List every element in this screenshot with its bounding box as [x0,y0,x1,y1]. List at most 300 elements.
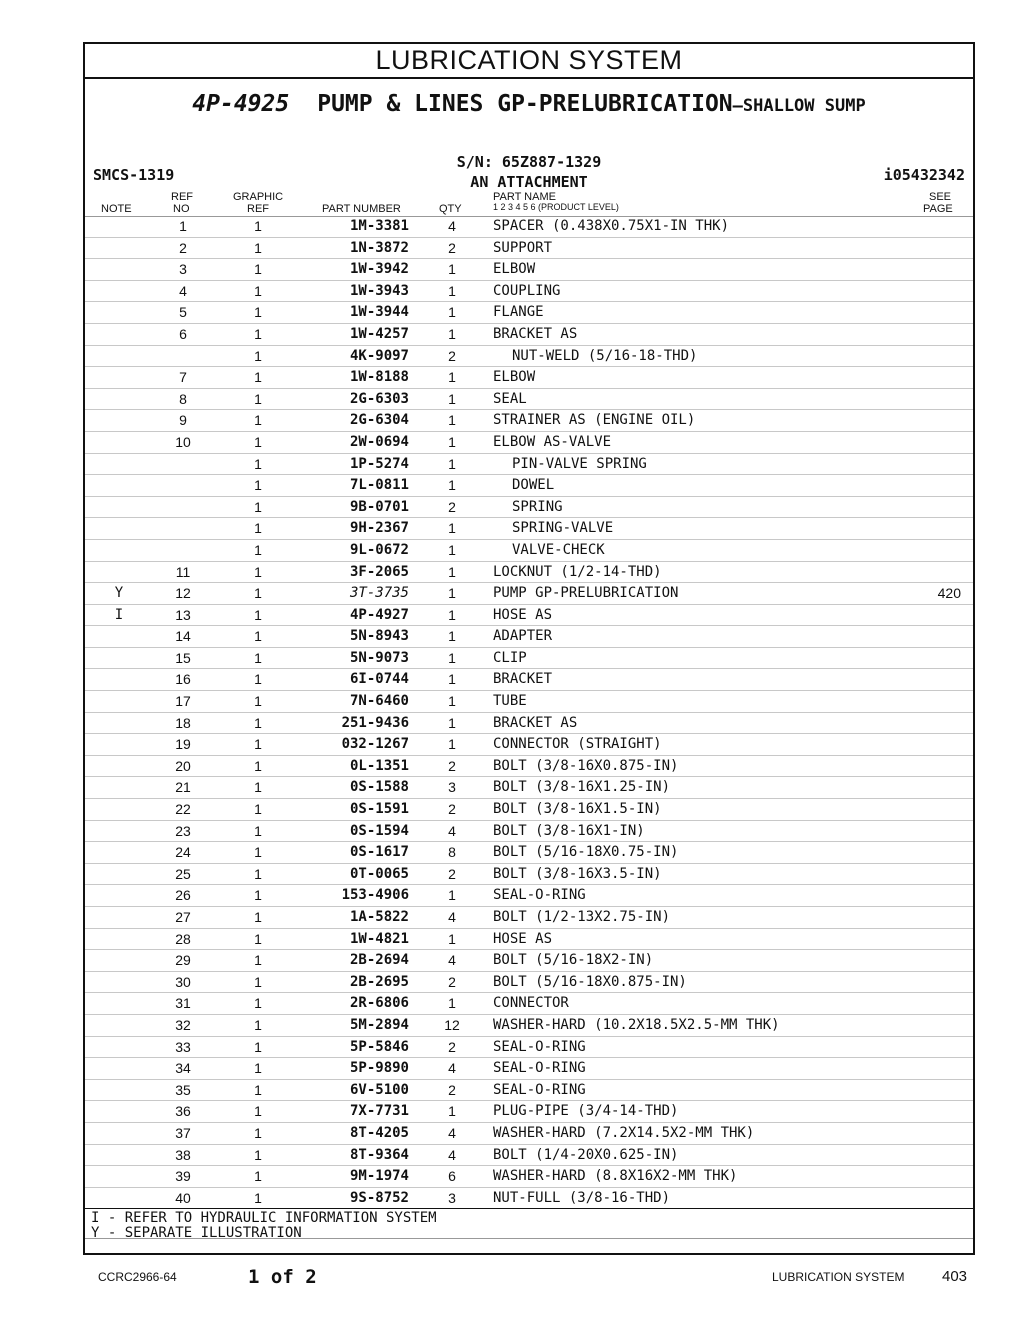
quantity: 1 [448,606,456,623]
part-number: 1N-3872 [349,239,409,256]
ref-number: 9 [179,412,187,429]
table-row [85,1123,973,1145]
table-row [85,799,973,821]
part-name: SEAL-O-RING [493,1081,586,1098]
document-code: CCRC2966-64 [98,1270,177,1284]
table-row [85,864,973,886]
graphic-ref: 1 [254,1081,262,1098]
col-part-number: PART NUMBER [322,203,401,215]
col-note: NOTE [101,203,132,215]
ref-number: 8 [179,390,187,407]
table-row [85,540,973,562]
table-row [85,713,973,735]
quantity: 2 [448,757,456,774]
quantity: 2 [448,801,456,818]
graphic-ref: 1 [254,973,262,990]
ref-number: 31 [175,995,191,1012]
ref-number: 39 [175,1168,191,1185]
part-number: 3T-3735 [349,585,409,602]
part-name: PIN-VALVE SPRING [512,455,647,472]
quantity: 1 [448,477,456,494]
part-name: VALVE-CHECK [512,541,605,558]
ref-number: 21 [175,779,191,796]
table-row [85,669,973,691]
quantity: 2 [448,347,456,364]
ref-number: 15 [175,649,191,666]
graphic-ref: 1 [254,520,262,537]
ref-number: 7 [179,369,187,386]
ref-number: 18 [175,714,191,731]
ref-number: 3 [179,261,187,278]
part-name: BOLT (3/8-16X1.5-IN) [493,801,662,818]
graphic-ref: 1 [254,606,262,623]
col-ref-bottom: NO [173,203,190,215]
part-name: CONNECTOR [493,995,569,1012]
part-number: 5P-5846 [349,1038,409,1055]
part-number: 9M-1974 [349,1168,409,1185]
graphic-ref: 1 [254,909,262,925]
part-number: 2G-6304 [349,412,409,429]
quantity: 12 [444,1016,460,1033]
table-row [85,950,973,972]
group-title-suffix: —SHALLOW SUMP [732,96,866,116]
ref-number: 1 [179,218,187,234]
graphic-ref: 1 [254,801,262,818]
part-number: 1M-3381 [349,218,409,234]
table-row [85,777,973,799]
part-name: ELBOW [493,261,536,278]
part-number: 0S-1588 [349,779,409,796]
quantity: 1 [448,649,456,666]
table-row [85,605,973,627]
graphic-ref: 1 [254,369,262,386]
table-row [85,1015,973,1037]
ref-number: 37 [175,1124,191,1141]
column-header [85,189,973,217]
page-number: 403 [942,1268,968,1285]
part-number: 0S-1617 [349,844,409,861]
part-number: 1W-4257 [349,325,409,342]
table-row [85,562,973,584]
table-row [85,885,973,907]
ref-number: 14 [175,628,191,645]
col-ref-top: REF [171,191,193,203]
graphic-ref: 1 [254,261,262,278]
part-name: SPRING-VALVE [512,520,614,537]
table-row [85,842,973,864]
quantity: 1 [448,390,456,407]
section-title: LUBRICATION SYSTEM [85,44,973,79]
graphic-ref: 1 [254,477,262,494]
quantity: 1 [448,412,456,429]
part-name: PLUG-PIPE (3/4-14-THD) [493,1103,679,1120]
table-row [85,756,973,778]
table-row [85,929,973,951]
table-row [85,648,973,670]
part-number: 1A-5822 [349,909,409,925]
table-row [85,410,973,432]
table-row [85,626,973,648]
graphic-ref: 1 [254,1038,262,1055]
ref-number: 33 [175,1038,191,1055]
part-number: 2G-6303 [349,390,409,407]
part-name: BOLT (3/8-16X1.25-IN) [493,779,671,796]
ref-number: 36 [175,1103,191,1120]
quantity: 8 [448,844,456,861]
notes-block [85,1208,973,1241]
part-number: 1W-3944 [349,304,409,321]
col-product-level: 1 2 3 4 5 6 (PRODUCT LEVEL) [493,202,619,212]
graphic-ref: 1 [254,1124,262,1141]
ref-number: 10 [175,433,191,450]
table-row [85,734,973,756]
graphic-ref: 1 [254,1103,262,1120]
part-number: 2W-0694 [349,433,409,450]
graphic-ref: 1 [254,887,262,904]
graphic-ref: 1 [254,390,262,407]
part-name: ELBOW [493,369,536,386]
note-line: Y - SEPARATE ILLUSTRATION [91,1225,302,1241]
part-name: SPACER (0.438X0.75X1-IN THK) [493,218,730,234]
ref-number: 38 [175,1146,191,1163]
ref-number: 25 [175,865,191,882]
part-number: 0T-0065 [349,865,409,882]
table-row [85,389,973,411]
note-line: I - REFER TO HYDRAULIC INFORMATION SYSTEM [91,1210,437,1226]
part-name: BOLT (3/8-16X0.875-IN) [493,757,679,774]
ref-number: 20 [175,757,191,774]
group-title-line [85,91,973,117]
part-name: BRACKET [493,671,553,688]
part-name: HOSE AS [493,606,553,623]
table-row [85,454,973,476]
part-name: NUT-FULL (3/8-16-THD) [493,1189,671,1206]
quantity: 4 [448,822,456,839]
part-name: BRACKET AS [493,325,578,342]
part-number: 4K-9097 [349,347,409,364]
table-row [85,1080,973,1102]
group-title: PUMP & LINES GP-PRELUBRICATION [317,91,733,117]
table-row [85,691,973,713]
quantity: 1 [448,995,456,1012]
part-number: 1P-5274 [349,455,409,472]
graphic-ref: 1 [254,671,262,688]
ref-number: 12 [175,585,191,602]
part-number: 153-4906 [341,887,409,904]
quantity: 1 [448,585,456,602]
graphic-ref: 1 [254,649,262,666]
graphic-ref: 1 [254,714,262,731]
quantity: 4 [448,1060,456,1077]
table-row [85,346,973,368]
part-name: WASHER-HARD (7.2X14.5X2-MM THK) [493,1124,755,1141]
part-name: NUT-WELD (5/16-18-THD) [512,347,698,364]
part-name: TUBE [493,693,527,710]
ref-number: 13 [175,606,191,623]
quantity: 1 [448,671,456,688]
graphic-ref: 1 [254,455,262,472]
part-name: STRAINER AS (ENGINE OIL) [493,412,696,429]
part-name: SEAL-O-RING [493,887,586,904]
part-number: 6I-0744 [349,671,409,688]
graphic-ref: 1 [254,1168,262,1185]
part-number: 1W-4821 [349,930,409,947]
part-name: SEAL [493,390,527,407]
parts-list [85,216,973,1209]
table-row [85,972,973,994]
table-row [85,475,973,497]
ref-number: 19 [175,736,191,753]
part-name: BOLT (1/2-13X2.75-IN) [493,909,671,925]
part-number: 9H-2367 [349,520,409,537]
table-row [85,367,973,389]
quantity: 1 [448,325,456,342]
graphic-ref: 1 [254,757,262,774]
graphic-ref: 1 [254,585,262,602]
table-row [85,324,973,346]
graphic-ref: 1 [254,930,262,947]
ref-number: 34 [175,1060,191,1077]
col-see-top: SEE [929,191,952,203]
ref-number: 11 [175,563,191,580]
part-name: SEAL-O-RING [493,1060,586,1077]
ref-number: 35 [175,1081,191,1098]
quantity: 1 [448,930,456,947]
quantity: 3 [448,779,456,796]
part-name: WASHER-HARD (8.8X16X2-MM THK) [493,1168,738,1185]
table-row [85,432,973,454]
part-number: 3F-2065 [349,563,409,580]
quantity: 2 [448,865,456,882]
graphic-ref: 1 [254,433,262,450]
ref-number: 4 [179,282,187,299]
ref-number: 26 [175,887,191,904]
part-name: WASHER-HARD (10.2X18.5X2.5-MM THK) [493,1016,780,1033]
graphic-ref: 1 [254,822,262,839]
ref-number: 16 [175,671,191,688]
col-graphic-top: GRAPHIC [233,191,284,203]
table-row [85,216,973,238]
part-name: SPRING [512,498,563,515]
ref-number: 24 [175,844,191,861]
table-row [85,907,973,929]
part-name: LOCKNUT (1/2-14-THD) [493,563,662,580]
part-number: 6V-5100 [349,1081,409,1098]
graphic-ref: 1 [254,218,262,234]
quantity: 4 [448,218,456,234]
part-number: 7L-0811 [349,477,409,494]
graphic-ref: 1 [254,628,262,645]
ref-number: 6 [179,325,187,342]
row-note: I [114,606,124,623]
serial-number: S/N: 65Z887-1329 [456,153,602,171]
table-row [85,497,973,519]
quantity: 1 [448,736,456,753]
part-number: 1W-3942 [349,261,409,278]
graphic-ref: 1 [254,412,262,429]
quantity: 1 [448,541,456,558]
quantity: 1 [448,261,456,278]
table-row [85,1058,973,1080]
table-row [85,281,973,303]
part-name: PUMP GP-PRELUBRICATION [493,585,679,602]
graphic-ref: 1 [254,779,262,796]
part-name: CONNECTOR (STRAIGHT) [493,736,662,753]
graphic-ref: 1 [254,347,262,364]
graphic-ref: 1 [254,563,262,580]
part-number: 4P-4927 [349,606,409,623]
quantity: 1 [448,520,456,537]
part-number: 5N-8943 [349,628,409,645]
part-number: 0L-1351 [349,757,409,774]
table-row [85,821,973,843]
ref-number: 27 [175,909,191,925]
table-row [85,1037,973,1059]
part-number: 8T-9364 [349,1146,409,1163]
part-number: 032-1267 [341,736,409,753]
part-name: COUPLING [493,282,561,299]
graphic-ref: 1 [254,1146,262,1163]
part-name: BOLT (3/8-16X1-IN) [493,822,645,839]
table-row [85,583,973,605]
part-name: HOSE AS [493,930,553,947]
part-name: CLIP [493,649,527,666]
part-number: 8T-4205 [349,1124,409,1141]
quantity: 6 [448,1168,456,1185]
ref-number: 2 [179,239,187,256]
part-name: SUPPORT [493,239,553,256]
col-part-name: PART NAME [493,191,556,203]
ref-number: 17 [175,693,191,710]
part-number: 1W-8188 [349,369,409,386]
part-number: 9B-0701 [349,498,409,515]
graphic-ref: 1 [254,995,262,1012]
graphic-ref: 1 [254,282,262,299]
quantity: 4 [448,909,456,925]
ref-number: 22 [175,801,191,818]
quantity: 3 [448,1189,456,1206]
graphic-ref: 1 [254,239,262,256]
table-row [85,302,973,324]
part-number: 2R-6806 [349,995,409,1012]
graphic-ref: 1 [254,1060,262,1077]
quantity: 1 [448,887,456,904]
part-number: 0S-1591 [349,801,409,818]
quantity: 2 [448,498,456,515]
table-row [85,1166,973,1188]
part-name: ADAPTER [493,628,553,645]
graphic-ref: 1 [254,498,262,515]
quantity: 4 [448,952,456,969]
graphic-ref: 1 [254,1016,262,1033]
table-row [85,1145,973,1167]
part-number: 2B-2694 [349,952,409,969]
table-row [85,518,973,540]
quantity: 1 [448,693,456,710]
see-page: 420 [937,585,961,602]
part-name: BOLT (3/8-16X3.5-IN) [493,865,662,882]
group-part-number: 4P-4925 [192,91,290,117]
graphic-ref: 1 [254,325,262,342]
graphic-ref: 1 [254,865,262,882]
group-heading [85,79,973,191]
quantity: 1 [448,282,456,299]
footer-section: LUBRICATION SYSTEM [772,1270,905,1284]
part-number: 7X-7731 [349,1103,409,1120]
part-number: 251-9436 [341,714,409,731]
quantity: 4 [448,1124,456,1141]
part-number: 5M-2894 [349,1016,409,1033]
bottom-rule [85,1238,973,1239]
part-name: BOLT (5/16-18X0.875-IN) [493,973,687,990]
part-name: ELBOW AS-VALVE [493,433,612,450]
part-name: BOLT (5/16-18X0.75-IN) [493,844,679,861]
graphic-ref: 1 [254,952,262,969]
ref-number: 40 [175,1189,191,1206]
illustration-id: i05432342 [883,166,965,184]
table-row [85,259,973,281]
table-row [85,238,973,260]
row-note: Y [114,585,124,602]
graphic-ref: 1 [254,844,262,861]
table-row [85,993,973,1015]
graphic-ref: 1 [254,304,262,321]
quantity: 1 [448,1103,456,1120]
quantity: 1 [448,628,456,645]
part-name: BRACKET AS [493,714,578,731]
graphic-ref: 1 [254,1189,262,1206]
quantity: 2 [448,973,456,990]
attachment-label: AN ATTACHMENT [470,173,588,191]
part-name: FLANGE [493,304,544,321]
quantity: 1 [448,433,456,450]
quantity: 4 [448,1146,456,1163]
part-number: 5N-9073 [349,649,409,666]
part-name: BOLT (5/16-18X2-IN) [493,952,654,969]
part-number: 9S-8752 [349,1189,409,1206]
part-number: 5P-9890 [349,1060,409,1077]
quantity: 1 [448,455,456,472]
col-graphic-bottom: REF [247,203,269,215]
quantity: 1 [448,304,456,321]
graphic-ref: 1 [254,541,262,558]
quantity: 1 [448,563,456,580]
part-number: 7N-6460 [349,693,409,710]
table-row [85,1101,973,1123]
ref-number: 32 [175,1016,191,1033]
parts-sheet [83,42,975,1255]
part-name: BOLT (1/4-20X0.625-IN) [493,1146,679,1163]
table-row [85,1188,973,1210]
col-see-bottom: PAGE [923,203,953,215]
part-name: DOWEL [512,477,555,494]
quantity: 1 [448,714,456,731]
page-of: 1 of 2 [248,1266,317,1288]
col-qty: QTY [439,203,462,215]
part-number: 0S-1594 [349,822,409,839]
quantity: 1 [448,369,456,386]
ref-number: 23 [175,822,191,839]
ref-number: 28 [175,930,191,947]
quantity: 2 [448,1081,456,1098]
ref-number: 5 [179,304,187,321]
ref-number: 29 [175,952,191,969]
quantity: 2 [448,1038,456,1055]
graphic-ref: 1 [254,693,262,710]
part-number: 9L-0672 [349,541,409,558]
ref-number: 30 [175,973,191,990]
smcs-code: SMCS-1319 [93,166,175,184]
